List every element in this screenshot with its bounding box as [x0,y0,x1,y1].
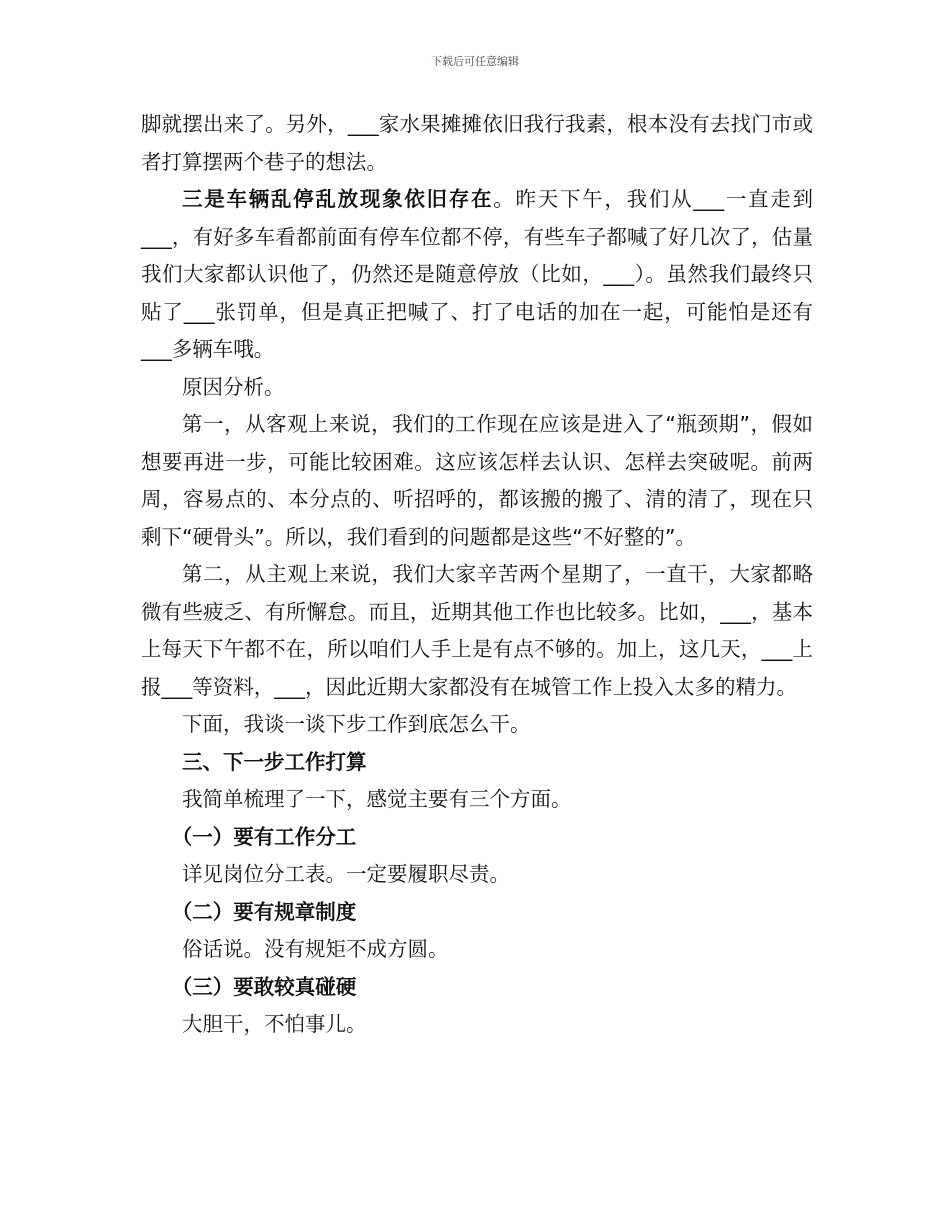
paragraph: 第二，从主观上来说，我们大家辛苦两个星期了，一直干，大家都略微有些疲乏、有所懈怠。而且，近期其他工作也比较多。比如，___，基本上每天下午都不在，所以咱们人手上是有点不够的。加上，这几天，___上报___等资料，___，因此近期大家都没有在城管工作上投入太多的精力。 [141,562,813,699]
section-heading: 三、下一步工作打算 [182,749,367,774]
subsection-heading: （二）要有规章制度 [171,899,357,924]
paragraph [141,181,813,369]
paragraph: 下面，我谈一谈下步工作到底怎么干。 [182,712,531,736]
paragraph: 我简单梳理了一下，感觉主要有三个方面。 [182,787,572,811]
paragraph-text: 。昨天下午，我们从___一直走到___，有好多车看都前面有停车位都不停，有些车子都喊了好几次了，估量我们大家都认识他了，仍然还是随意停放（比如，___）。虽然我们最终只贴了___张罚单，但是真正把喊了、打了电话的加在一起，可能怕是还有___多辆车哦。 [141,187,814,361]
paragraph-lead: 三是车辆乱停乱放现象依旧存在 [182,187,494,211]
document-body [141,106,813,1044]
paragraph: 脚就摆出来了。另外，___家水果摊摊依旧我行我素，根本没有去找门市或者打算摆两个巷子的想法。 [141,112,813,174]
paragraph: 原因分析。 [182,374,285,399]
paragraph: 俗话说。没有规矩不成方圆。 [182,937,449,961]
paragraph: 大胆干，不怕事儿。 [182,1012,367,1036]
paragraph: 详见岗位分工表。一定要履职尽责。 [182,862,510,886]
paragraph: 第一，从客观上来说，我们的工作现在应该是进入了“瓶颈期”，假如想要再进一步，可能比较困难。这应该怎样去认识、怎样去突破呢。前两周，容易点的、本分点的、听招呼的，都该搬的搬了、清的清了，现在只剩下“硬骨头”。所以，我们看到的问题都是这些“不好整的”。 [141,412,813,549]
subsection-heading: （三）要敢较真碰硬 [171,974,357,999]
subsection-heading: （一）要有工作分工 [171,824,357,849]
page-header: 下载后可任意编辑 [431,55,519,68]
